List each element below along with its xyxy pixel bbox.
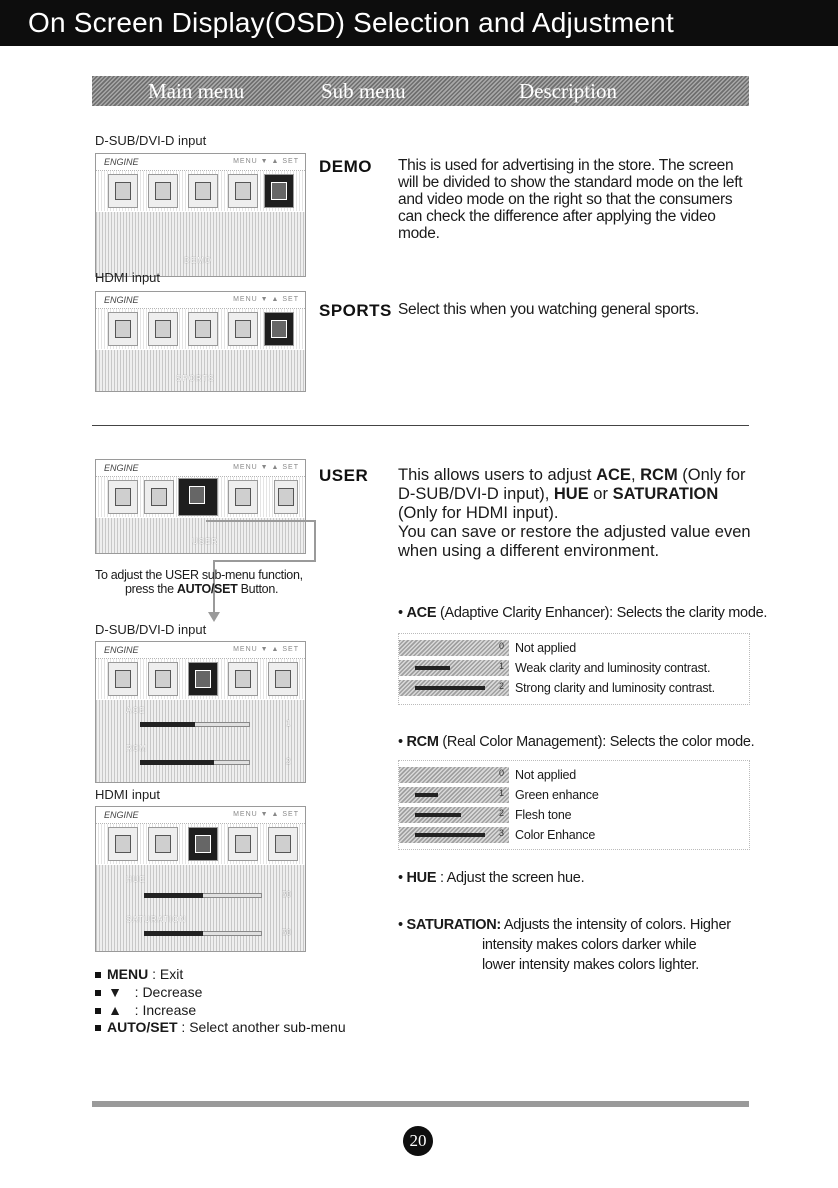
osd-top-bar [96, 642, 305, 659]
osd-menu-icons: MENU ▼ ▲ SET [233, 646, 299, 653]
ace-option-fill [415, 686, 485, 690]
callout-text-line2: press the AUTO/SET Button. [125, 582, 279, 596]
internet-mode-icon [148, 174, 178, 208]
engine-logo: ENGINE [104, 810, 139, 820]
engine-logo: ENGINE [104, 463, 139, 473]
legend-menu: MENU : Exit [95, 966, 183, 982]
demo-mode-icon [264, 174, 294, 208]
game-mode-icon [148, 827, 178, 861]
user-mode-icon [188, 827, 218, 861]
user-mode-icon [188, 174, 218, 208]
footer-band [92, 1101, 749, 1107]
osd-rcm-label: RCM [126, 744, 148, 753]
callout-arrow-icon [208, 612, 220, 622]
engine-logo: ENGINE [104, 157, 139, 167]
normal-mode-icon [228, 480, 258, 514]
rcm-option-number: 1 [499, 788, 505, 798]
movie-mode-icon [108, 312, 138, 346]
callout-line-h [206, 520, 316, 522]
user-hdmi-input-label: HDMI input [95, 787, 161, 802]
ace-option-number: 0 [499, 641, 505, 651]
osd-saturation-label: SATURATION [126, 915, 187, 924]
user-heading: USER [319, 466, 369, 485]
sports-description: Select this when you watching general sports. [398, 301, 699, 318]
demo-heading: DEMO [319, 157, 372, 176]
legend-decrease: ▼ : Decrease [95, 984, 202, 1000]
osd-submenu-area [96, 212, 305, 276]
user-mode-icon [178, 478, 218, 516]
rcm-option-slider [399, 827, 509, 843]
movie-mode-icon [108, 827, 138, 861]
osd-demo-label: DEMO [184, 256, 212, 265]
hdmi-input-label: HDMI input [95, 270, 161, 285]
hue-description: • HUE : Adjust the screen hue. [398, 870, 585, 886]
osd-top-bar [96, 460, 305, 477]
osd-submenu-area [96, 865, 305, 951]
rcm-option-slider [399, 807, 509, 823]
saturation-description: • SATURATION: Adjusts the intensity of colors. Higher [398, 917, 731, 933]
movie-mode-icon [108, 174, 138, 208]
osd-submenu-area [96, 518, 305, 553]
osd-top-bar [96, 292, 305, 309]
callout-text-line1: To adjust the USER sub-menu function, [95, 568, 303, 582]
user-mode-icon [188, 662, 218, 696]
section-divider [92, 425, 749, 426]
osd-menu-icons: MENU ▼ ▲ SET [233, 811, 299, 818]
engine-logo: ENGINE [104, 645, 139, 655]
osd-submenu-area [96, 350, 305, 391]
column-main-menu: Main menu [148, 79, 245, 103]
user-dsub-input-label: D-SUB/DVI-D input [95, 622, 207, 637]
osd-hue-fill [144, 893, 203, 898]
sports-heading: SPORTS [319, 301, 392, 320]
rcm-option-number: 2 [499, 808, 505, 818]
osd-icon-row [96, 659, 305, 699]
ace-option-fill [415, 666, 450, 670]
osd-submenu-area [96, 700, 305, 782]
osd-icon-row [96, 824, 305, 864]
demo-description: This is used for advertising in the store. The screen will be divided to show the standard mode on the left and video mode on the right so that the consumers can check the difference after applying the video mode. [398, 157, 743, 242]
osd-menu-icons: MENU ▼ ▲ SET [233, 464, 299, 471]
rcm-option-label: Not applied [515, 768, 577, 782]
demo-mode-icon [268, 662, 298, 696]
osd-icon-row [96, 309, 305, 349]
column-header-band [92, 76, 749, 106]
osd-icon-row [96, 477, 305, 517]
osd-user-label: USER [192, 537, 219, 546]
page-title: On Screen Display(OSD) Selection and Adjustment [28, 7, 674, 38]
up-arrow-icon: ▲ [108, 1002, 122, 1018]
engine-logo: ENGINE [104, 295, 139, 305]
rcm-option-slider [399, 767, 509, 783]
ace-option-number: 2 [499, 681, 505, 691]
normal-mode-icon [228, 662, 258, 696]
osd-menu-icons: MENU ▼ ▲ SET [233, 296, 299, 303]
osd-saturation-fill [144, 931, 203, 936]
osd-sports-label: SPORTS [176, 374, 215, 383]
rcm-option-number: 0 [499, 768, 505, 778]
demo-mode-icon [274, 480, 298, 514]
ace-option-label: Not applied [515, 641, 577, 655]
legend-increase: ▲ : Increase [95, 1002, 196, 1018]
ace-option-number: 1 [499, 661, 505, 671]
osd-ace-rcm-screen [95, 641, 306, 783]
ace-description: • ACE (Adaptive Clarity Enhancer): Selects the clarity mode. [398, 605, 768, 621]
osd-top-bar [96, 154, 305, 171]
dsub-input-label: D-SUB/DVI-D input [95, 133, 207, 148]
movie-mode-icon [108, 480, 138, 514]
osd-sports-screen [95, 291, 306, 392]
column-description: Description [519, 79, 617, 103]
internet-mode-icon [148, 662, 178, 696]
user-mode-icon [188, 312, 218, 346]
down-arrow-icon: ▼ [108, 984, 122, 1000]
sports-mode-icon [268, 827, 298, 861]
normal-mode-icon [228, 312, 258, 346]
rcm-option-slider [399, 787, 509, 803]
user-description: This allows users to adjust ACE, RCM (Only for D-SUB/DVI-D input), HUE or SATURATION (Only for HDMI input). You can save or restore the adjusted value even when using a different environment. [398, 466, 751, 560]
osd-hue-value: 50 [282, 890, 291, 899]
internet-mode-icon [144, 480, 174, 514]
osd-icon-row [96, 171, 305, 211]
rcm-option-fill [415, 793, 438, 797]
rcm-option-fill [415, 833, 485, 837]
rcm-option-fill [415, 813, 461, 817]
callout-line-v1 [314, 520, 316, 562]
saturation-description-3: lower intensity makes colors lighter. [482, 957, 699, 973]
sports-mode-icon [264, 312, 294, 346]
movie-mode-icon [108, 662, 138, 696]
osd-menu-icons: MENU ▼ ▲ SET [233, 158, 299, 165]
ace-option-label: Strong clarity and luminosity contrast. [515, 681, 715, 695]
osd-hue-sat-screen [95, 806, 306, 952]
ace-option-slider [399, 680, 509, 696]
callout-line-h2 [214, 560, 316, 562]
osd-ace-label: ACE [126, 706, 146, 715]
rcm-option-label: Green enhance [515, 788, 599, 802]
ace-option-slider [399, 660, 509, 676]
rcm-options-panel [398, 760, 750, 850]
osd-rcm-fill [140, 760, 214, 765]
osd-top-bar [96, 807, 305, 824]
rcm-option-label: Flesh tone [515, 808, 572, 822]
normal-mode-icon [228, 827, 258, 861]
rcm-option-label: Color Enhance [515, 828, 596, 842]
legend-autoset: AUTO/SET : Select another sub-menu [95, 1019, 346, 1035]
rcm-description: • RCM (Real Color Management): Selects the color mode. [398, 734, 755, 750]
osd-ace-fill [140, 722, 195, 727]
ace-option-label: Weak clarity and luminosity contrast. [515, 661, 711, 675]
osd-saturation-value: 50 [282, 928, 291, 937]
page-number: 20 [403, 1126, 433, 1156]
osd-rcm-value: 2 [286, 757, 291, 766]
saturation-description-2: intensity makes colors darker while [482, 937, 697, 953]
ace-option-slider [399, 640, 509, 656]
osd-user-screen [95, 459, 306, 554]
osd-hue-label: HUE [126, 875, 146, 884]
osd-ace-value: 1 [286, 719, 291, 728]
game-mode-icon [148, 312, 178, 346]
rcm-option-number: 3 [499, 828, 505, 838]
osd-demo-screen [95, 153, 306, 277]
column-sub-menu: Sub menu [321, 79, 406, 103]
normal-mode-icon [228, 174, 258, 208]
ace-options-panel [398, 633, 750, 705]
